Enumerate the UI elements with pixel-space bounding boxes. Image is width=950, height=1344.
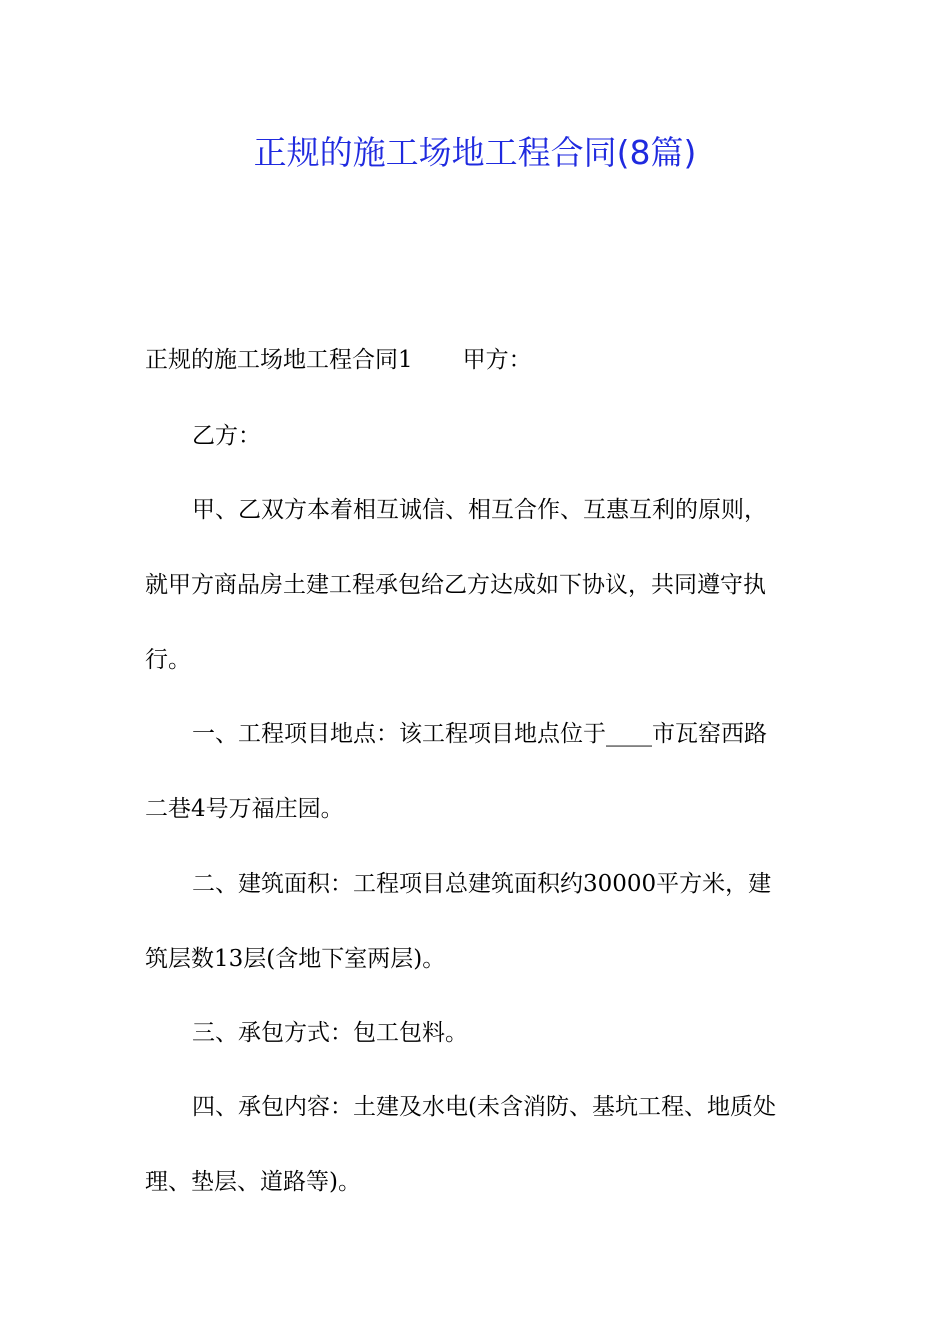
clause-1-line-1: 一、工程项目地点：该工程项目地点位于____市瓦窑西路 (192, 721, 767, 747)
paragraph-intro-line-2: 就甲方商品房土建工程承包给乙方达成如下协议，共同遵守执 (145, 572, 766, 598)
party-b-label: 乙方： (192, 423, 261, 449)
clause-4-line-1: 四、承包内容：土建及水电(未含消防、基坑工程、地质处 (192, 1094, 776, 1120)
clause-2-line-1: 二、建筑面积：工程项目总建筑面积约30000平方米，建 (192, 871, 772, 897)
clause-1-line-2: 二巷4号万福庄园。 (145, 796, 344, 822)
document-title: 正规的施工场地工程合同(8篇) (253, 133, 697, 172)
party-a-label: 甲方： (462, 347, 532, 373)
contract-number-label: 正规的施工场地工程合同1 (145, 347, 413, 373)
clause-4-line-2: 理、垫层、道路等)。 (145, 1169, 361, 1195)
clause-3-line-1: 三、承包方式：包工包料。 (192, 1020, 468, 1046)
paragraph-intro-line-3: 行。 (145, 647, 191, 673)
contract-heading-line (145, 340, 810, 380)
paragraph-intro-line-1: 甲、乙双方本着相互诚信、相互合作、互惠互利的原则， (192, 497, 767, 523)
clause-2-line-2: 筑层数13层(含地下室两层)。 (145, 946, 446, 972)
